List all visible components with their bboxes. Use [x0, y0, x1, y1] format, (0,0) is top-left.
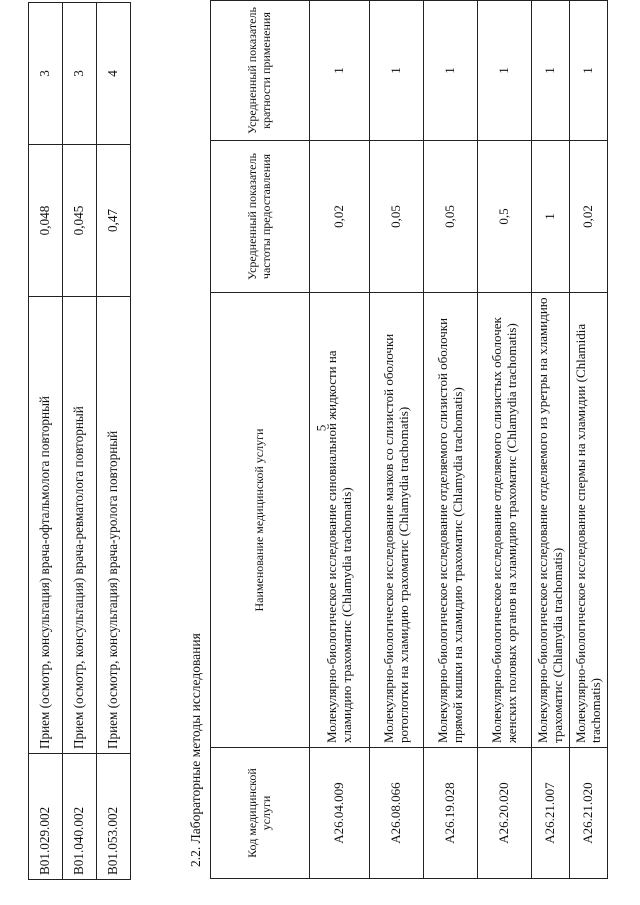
frequency-value: 1 — [532, 141, 570, 293]
multiplicity-value: 1 — [570, 1, 608, 141]
multiplicity-value: 4 — [97, 3, 131, 145]
service-name: Молекулярно-биологическое исследование отделяемого слизистых оболочек женских половых органов на хламидию трахоматис (Chlamydia trachomatis) — [478, 293, 532, 748]
service-code: A26.04.009 — [310, 748, 370, 879]
service-name: Молекулярно-биологическое исследование синовиальной жидкости на хламидию трахоматис (Chlamydia trachomatis) — [310, 293, 370, 748]
service-name: Молекулярно-биологическое исследование мазков со слизистой оболочки ротоглотки на хламидию трахоматис (Chlamydia trachomatis) — [370, 293, 424, 748]
table-row — [63, 3, 97, 880]
frequency-value: 0,048 — [29, 145, 63, 297]
table-row — [370, 1, 424, 879]
multiplicity-value: 1 — [478, 1, 532, 141]
section-title: 2.2. Лабораторные методы исследования — [188, 633, 203, 867]
service-code: A26.21.020 — [570, 748, 608, 879]
frequency-value: 0,5 — [478, 141, 532, 293]
multiplicity-value: 1 — [310, 1, 370, 141]
table-header-row — [211, 1, 310, 879]
multiplicity-value: 1 — [532, 1, 570, 141]
table-row — [97, 3, 131, 880]
doctor-visits-table — [28, 2, 131, 880]
service-name: Прием (осмотр, консультация) врача-офтальмолога повторный — [29, 297, 63, 754]
service-code: B01.040.002 — [63, 754, 97, 880]
service-name: Молекулярно-биологическое исследование отделяемого из уретры на хламидию трахоматис (Chlamydia trachomatis) — [532, 293, 570, 748]
header-code: Код медицинской услуги — [211, 748, 310, 879]
table-row — [29, 3, 63, 880]
header-frequency: Усредненный показатель частоты предоставления — [211, 141, 310, 293]
service-name: Прием (осмотр, консультация) врача-ревматолога повторный — [63, 297, 97, 754]
table-row — [570, 1, 608, 879]
multiplicity-value: 1 — [424, 1, 478, 141]
multiplicity-value: 1 — [370, 1, 424, 141]
table-row — [478, 1, 532, 879]
service-code: B01.053.002 — [97, 754, 131, 880]
service-code: A26.19.028 — [424, 748, 478, 879]
frequency-value: 0,02 — [310, 141, 370, 293]
service-name: Молекулярно-биологическое исследование отделяемого слизистой оболочки прямой кишки на хламидию трахоматис (Chlamydia trachomatis) — [424, 293, 478, 748]
service-name: Молекулярно-биологическое исследование спермы на хламидии (Chlamidia trachomatis) — [570, 293, 608, 748]
frequency-value: 0,47 — [97, 145, 131, 297]
service-code: A26.20.020 — [478, 748, 532, 879]
table-row — [424, 1, 478, 879]
frequency-value: 0,05 — [424, 141, 478, 293]
table-row — [310, 1, 370, 879]
service-code: A26.08.066 — [370, 748, 424, 879]
service-code: A26.21.007 — [532, 748, 570, 879]
service-name: Прием (осмотр, консультация) врача-уролога повторный — [97, 297, 131, 754]
service-code: B01.029.002 — [29, 754, 63, 880]
header-multiplicity: Усредненный показатель кратности применения — [211, 1, 310, 141]
page-number: 5 — [313, 424, 329, 432]
frequency-value: 0,045 — [63, 145, 97, 297]
frequency-value: 0,02 — [570, 141, 608, 293]
multiplicity-value: 3 — [29, 3, 63, 145]
multiplicity-value: 3 — [63, 3, 97, 145]
frequency-value: 0,05 — [370, 141, 424, 293]
table-row — [532, 1, 570, 879]
lab-methods-table — [210, 0, 608, 879]
header-name: Наименование медицинской услуги — [211, 293, 310, 748]
